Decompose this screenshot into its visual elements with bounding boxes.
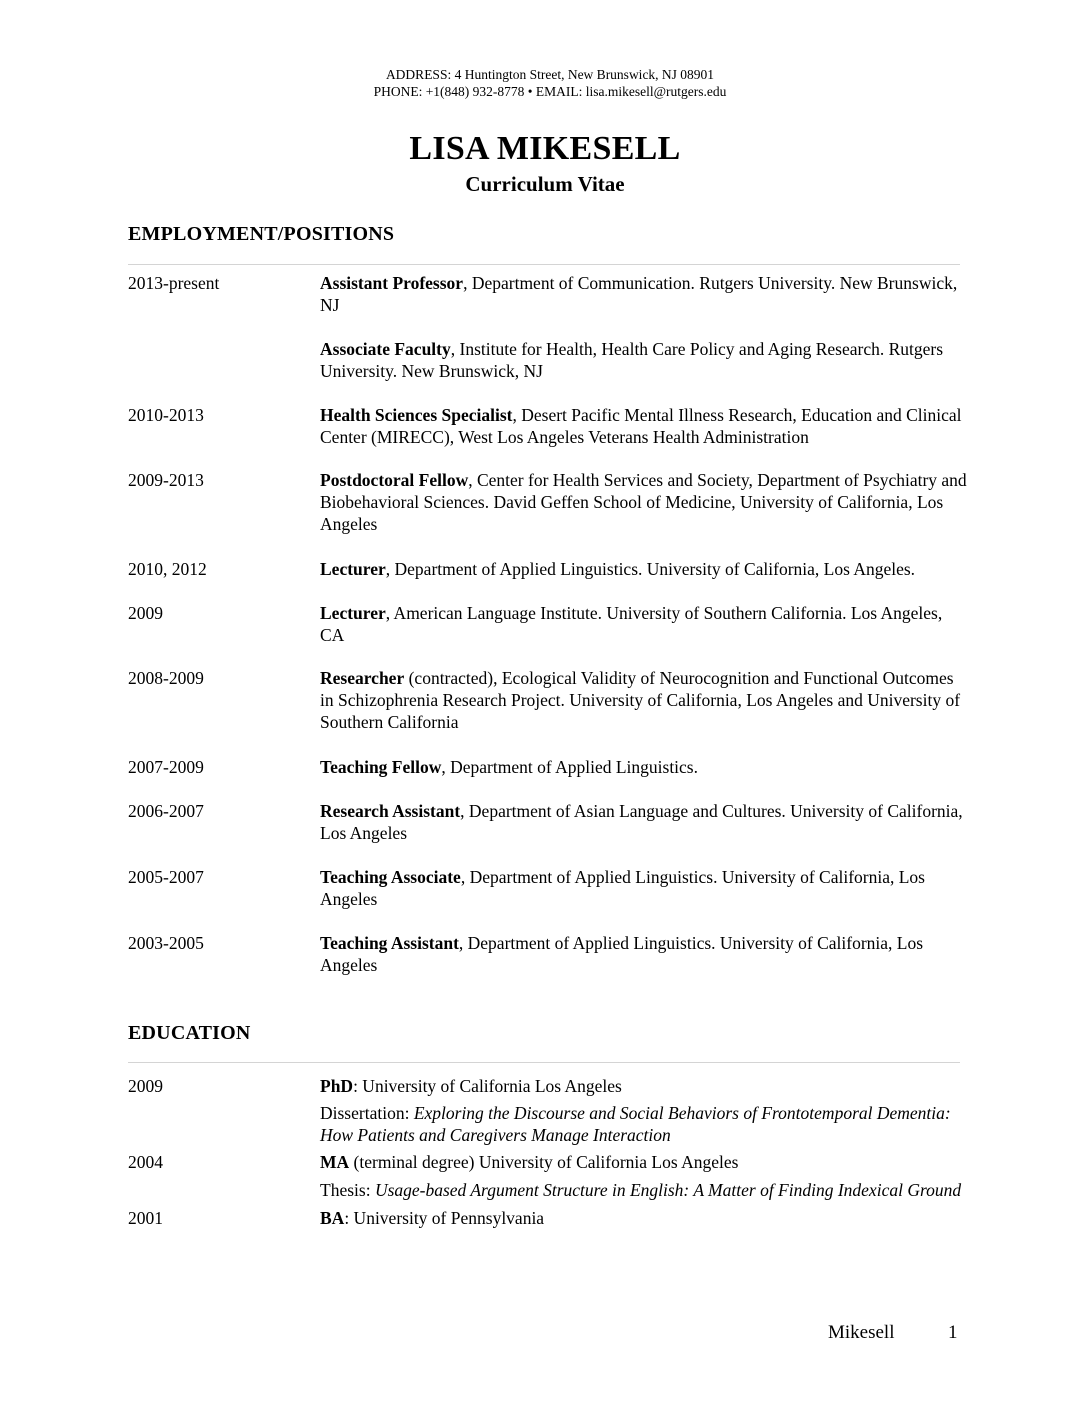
education-entry [320, 1207, 970, 1229]
employment-desc: , Institute for Health, Health Care Policy and Aging Research. Rutgers University. New Brunswick, NJ [320, 339, 944, 381]
employment-role: Associate Faculty [320, 339, 451, 359]
employment-role: Researcher [320, 668, 405, 688]
education-year: 2009 [128, 1076, 163, 1096]
employment-year: 2003-2005 [128, 933, 204, 953]
employment-year: 2007-2009 [128, 757, 204, 777]
employment-entry [320, 602, 970, 646]
employment-entry [320, 469, 970, 535]
employment-year: 2013-present [128, 273, 220, 293]
cv-subtitle: Curriculum Vitae [465, 172, 625, 196]
employment-year: 2009-2013 [128, 470, 204, 490]
education-year: 2001 [128, 1208, 163, 1228]
education-note [320, 1102, 970, 1146]
education-degree: PhD [320, 1076, 354, 1096]
section-title-education: EDUCATION [128, 1022, 251, 1044]
education-school: (terminal degree) University of California Los Angeles [349, 1152, 739, 1172]
employment-entry [320, 800, 970, 844]
employment-entry [320, 667, 970, 733]
employment-entry [320, 272, 970, 316]
employment-desc: , Center for Health Services and Society, Department of Psychiatry and Biobehavioral Sciences. David Geffen School of Medicine, University of California, Los Angeles [320, 470, 967, 534]
employment-role: Health Sciences Specialist [320, 405, 513, 425]
education-note-title: Usage-based Argument Structure in English: A Matter of Finding Indexical Ground [374, 1180, 962, 1200]
employment-desc: (contracted), Ecological Validity of Neurocognition and Functional Outcomes in Schizophrenia Research Project. University of California, Los Angeles and University of Southern California [320, 668, 961, 732]
education-year: 2004 [128, 1152, 163, 1172]
education-note-label: Thesis: [320, 1180, 375, 1200]
education-entry [320, 1075, 970, 1097]
employment-entry [320, 558, 970, 580]
employment-entry [320, 338, 970, 382]
employment-desc: , Department of Applied Linguistics. University of California, Los Angeles. [385, 559, 916, 579]
contact-address: ADDRESS: 4 Huntington Street, New Brunswick, NJ 08901 [385, 67, 715, 82]
cv-name: LISA MIKESELL [409, 130, 681, 167]
section-rule [128, 1062, 960, 1063]
employment-entry [320, 404, 970, 448]
footer-name: Mikesell [828, 1322, 895, 1343]
education-degree: BA [320, 1208, 345, 1228]
employment-desc: , Department of Communication. Rutgers University. New Brunswick, NJ [320, 273, 958, 315]
employment-role: Postdoctoral Fellow [320, 470, 469, 490]
education-note [320, 1179, 1000, 1201]
employment-year: 2005-2007 [128, 867, 204, 887]
employment-role: Lecturer [320, 559, 386, 579]
education-degree: MA [320, 1152, 350, 1172]
employment-role: Lecturer [320, 603, 386, 623]
employment-desc: , Department of Applied Linguistics. [441, 757, 698, 777]
employment-desc: , American Language Institute. University of Southern California. Los Angeles, CA [320, 603, 943, 645]
employment-role: Teaching Associate [320, 867, 461, 887]
section-rule [128, 264, 960, 265]
page-number: 1 [948, 1322, 958, 1343]
section-title-employment: EMPLOYMENT/POSITIONS [128, 223, 395, 245]
employment-role: Teaching Fellow [320, 757, 442, 777]
employment-role: Assistant Professor [320, 273, 464, 293]
employment-year: 2008-2009 [128, 668, 204, 688]
employment-role: Research Assistant [320, 801, 461, 821]
employment-year: 2006-2007 [128, 801, 204, 821]
employment-desc: , Desert Pacific Mental Illness Research, Education and Clinical Center (MIRECC), West Los Angeles Veterans Health Administration [320, 405, 962, 447]
education-note-title: Exploring the Discourse and Social Behaviors of Frontotemporal Dementia: How Patients and Caregivers Manage Interaction [320, 1103, 951, 1145]
employment-year: 2009 [128, 603, 163, 623]
education-entry [320, 1151, 970, 1173]
education-note-label: Dissertation: [320, 1103, 414, 1123]
employment-entry [320, 756, 970, 778]
employment-desc: , Department of Applied Linguistics. University of California, Los Angeles [320, 933, 924, 975]
education-school: : University of California Los Angeles [353, 1076, 622, 1096]
employment-entry [320, 932, 970, 976]
employment-desc: , Department of Asian Language and Cultures. University of California, Los Angeles [320, 801, 963, 843]
employment-role: Teaching Assistant [320, 933, 459, 953]
employment-year: 2010, 2012 [128, 559, 207, 579]
employment-desc: , Department of Applied Linguistics. University of California, Los Angeles [320, 867, 925, 909]
employment-year: 2010-2013 [128, 405, 204, 425]
education-school: : University of Pennsylvania [344, 1208, 545, 1228]
employment-entry [320, 866, 970, 910]
contact-phone-email: PHONE: +1(848) 932-8778 • EMAIL: lisa.mikesell@rutgers.edu [373, 84, 727, 99]
